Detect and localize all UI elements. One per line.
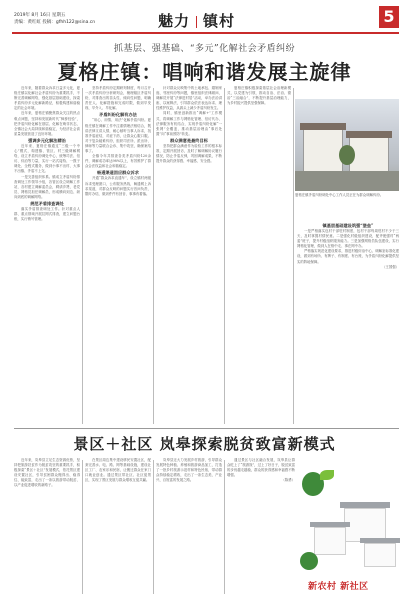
second-illustration (300, 468, 404, 596)
lead-column-2 (85, 86, 151, 426)
lead-col3-subhead-1: 群众满意是最终目标 (170, 137, 208, 143)
lead-col4-paragraph: 严格落实规范化建设要求，推进村级综治中心、调解室标准化建设，做到有场所、有牌子、有制度、有台账，为矛盾纠纷化解提供坚实的阵地保障。 (297, 249, 399, 264)
issue-date: 2019年 8月 16日 星期五 (14, 13, 66, 18)
lead-col1-intro: 近年来，随着群众诉求日益多元化，夏格庄镇以化解社会矛盾纠纷为重要抓手，不断完善调解网络，强化基层基础建设，探索矛盾纠纷多元化解新路径，积极构建和谐稳定的社会环境。 (14, 86, 80, 111)
lead-col4-paragraph: 夏格庄镇积极探索基层社会治理新模式，以党建为引领，推动自治、法治、德治“三治融合”，不断提升基层治理能力，为乡村振兴提供坚强保障。 (227, 86, 291, 106)
lead-headline: 夏格庄镇：唱响和谐发展主旋律 (57, 60, 352, 84)
lead-col1-paragraph: 近年来，夏格庄镇通过“三级一个中心”模式，构建镇、管区、村三级调解网络，设立矛盾纠纷调处中心，统筹司法、信访、综治等力量，实行一站式接待、一揽子调处、全程式服务，做到小事不出村、大事不出镇、矛盾不上交。 (14, 143, 80, 174)
lead-col1-subhead-2: 规范矛盾排查调处 (30, 200, 64, 206)
illustration-tree (300, 552, 318, 570)
photo-tree (339, 145, 355, 165)
issue-meta (14, 12, 95, 26)
illustration-slogan: 新农村 新社区 (308, 582, 369, 592)
editor-info: 责编：黄红虹 投稿：gfhh122@sina.cn (14, 20, 96, 25)
photo-building (349, 137, 389, 173)
column-rule (224, 88, 225, 424)
section-title-separator (196, 16, 197, 28)
second-col3-paragraph: 岚皋县还大力发展乡村旅游，引导群众发展特色种植、养殖和旅游商品加工，打造了一批乡村旅游示范村和特色民宿，带动群众持续稳定增收，走出了一条生态美、产业兴、百姓富的发展之路。 (156, 458, 222, 483)
illustration-leaf (320, 470, 334, 480)
lead-column-3 (156, 86, 222, 426)
column-rule (293, 88, 294, 424)
column-rule (82, 88, 83, 424)
lead-col2-paragraph: 开通“群众诉求直通车”，设立镇村两级诉求受理窗口，公布服务热线，畅通网上诉求渠道，对群众反映的问题实行首问负责、限时办结，做到件件有回音、事事有着落。 (85, 176, 151, 196)
second-col4-paragraph: 通过景区与社区融合发展，岚皋县让群众吃上了“旅游饭”，过上了好日子，脱贫致富的步伐越走越稳，群众的获得感和幸福感不断增强。 (227, 458, 295, 478)
lead-column-5 (297, 222, 399, 426)
lead-col3-paragraph: 针对群众反映集中的土地承包、婚姻家庭、邻里纠纷等问题，镇里组织法律顾问、调解员开展“法律进村居”活动，举办法治讲座、以案释法，引导群众依法表达诉求、理性维护权益，从源头上减少矛盾纠纷发生。 (156, 86, 222, 111)
lead-col3-paragraph: 同时，镇里创新推出“调解+”工作模式，将调解工作与网格化管理、信访代办、法律服务有机结合，实现矛盾纠纷化解“一张网”全覆盖，推动基层治理由“事后处置”向“事前预防”转变。 (156, 111, 222, 136)
second-byline: （陈勇） (281, 478, 295, 483)
lead-col2-paragraph: 坚持矛盾纠纷定期研判制度，每月召开一次矛盾纠纷分析研判会，梳理辖区矛盾纠纷，对排查出的苗头性、倾向性问题，明确责任人、化解措施和完成时限，做到早发现、早介入、早化解。 (85, 86, 151, 111)
lead-col1-paragraph: 近年来，夏格庄镇聚焦群众关注的热点难点问题，坚持和发展新时代“枫桥经验”，把矛盾纠纷化解在基层、化解在萌芽状态，全镇社会大局持续和谐稳定，为经济社会高质量发展营造了良好环境。 (14, 111, 80, 136)
second-column-1 (14, 458, 80, 596)
lead-column-1 (14, 86, 80, 426)
lead-photo (295, 99, 399, 191)
lead-photo-caption: 夏格庄镇矛盾纠纷调处中心工作人员正在为群众调解纠纷。 (295, 193, 384, 197)
second-column-4 (227, 458, 295, 596)
lead-col1-paragraph: 落实矛盾排查调处工作。针对重点人群、重点领域开展拉网式排查，建立问题台账，实行销号管理。 (14, 206, 80, 222)
section-title-part-b: 镇村 (203, 12, 236, 30)
second-col1-paragraph: 近年来，岚皋县立足生态资源优势，坚持把旅游扶贫作为脱贫攻坚的重要抓手，积极探索“景区＋社区”发展模式，依托景区建设安置社区，引导贫困群众搬得出、稳得住、能致富，走出了一条以旅游带动脱贫、以产业促进增收的新路子。 (14, 458, 80, 488)
illustration-house (344, 508, 386, 542)
page-number: 5 (379, 6, 399, 28)
lead-col3-paragraph: 坚持把群众满意作为检验工作的根本标准，定期开展回访，及时了解调解协议履行情况，防止矛盾反弹，巩固调解成果，不断提升群众的获得感、幸福感、安全感。 (156, 143, 222, 164)
section-title-part-a: 魅力 (158, 12, 191, 30)
photo-ground (295, 171, 399, 191)
second-headline: 景区＋社区 岚皋探索脱贫致富新模式 (73, 435, 336, 453)
column-rule (153, 460, 154, 594)
photo-roof (300, 123, 346, 130)
photo-roof (346, 131, 392, 138)
lead-byline: （王国强） (382, 264, 399, 269)
lead-col4-subhead-1: 镇基层基础建设筑强“堡垒” (322, 223, 374, 228)
lead-col2-subhead-1: 矛盾纠纷化解有办法 (99, 112, 137, 118)
lead-col4-paragraph: 一是严格落实包村干部驻村制度，包村干部每周驻村不少于三天，及时掌握村情民意。二是强化村级组织建设，配齐配强村“两委”班子，提升村级组织服务能力。三是加强网格员队伍建设，实行网格化管理，做到人在格中走、事在网中办。 (297, 229, 399, 249)
section-title (158, 10, 235, 31)
second-column-3 (156, 458, 222, 596)
masthead (0, 0, 409, 40)
story-divider (14, 428, 399, 429)
lead-col2-paragraph: “用心、用情、用法”化解矛盾纠纷。夏格庄镇在调解工作中注重情理法相结合，既讲法律又讲人情，耐心倾听当事人诉求，找准矛盾症结，对症下药，让群众心服口服。对于复杂疑难纠纷，组织司法所、派出所、律师等力量联合会诊、集中攻坚，确保案结事了。 (85, 118, 151, 154)
photo-building (303, 129, 343, 173)
lead-kicker: 抓基层、强基础、“多元”化解社会矛盾纠纷 (113, 44, 296, 54)
second-column-2 (85, 458, 151, 596)
lead-column-4 (227, 86, 291, 426)
masthead-rule (12, 32, 399, 34)
lead-col2-paragraph: 全镇今年共排查各类矛盾纠纷120余件，调解成功率达98%以上，有效维护了群众合法权益和社会和谐稳定。 (85, 154, 151, 169)
illustration-house (314, 527, 346, 555)
second-col2-paragraph: 在景区周边集中建设移民安置社区，配套完善水、电、路、网等基础设施，建设社区工厂、农家乐和民宿，让搬迁群众在家门口就业创业。通过景区带社区、社区促景区，实现了景区发展与群众增收互促共赢。 (85, 458, 151, 483)
lead-col1-subhead-1: 强调多元化解法精治 (28, 137, 66, 143)
lead-col1-paragraph: 一是完善组织体系。镇成立矛盾纠纷排查调处工作领导小组，各管区设立调解工作站，各村建立调解委员会，聘请乡贤、老党员、网格员担任调解员，形成横向到边、纵向到底的调解网络。 (14, 174, 80, 199)
illustration-house (364, 543, 396, 567)
column-rule (82, 460, 83, 594)
column-rule (224, 460, 225, 594)
lead-col2-subhead-2: 畅通渠道回应群众诉求 (97, 170, 139, 176)
column-rule (153, 88, 154, 424)
